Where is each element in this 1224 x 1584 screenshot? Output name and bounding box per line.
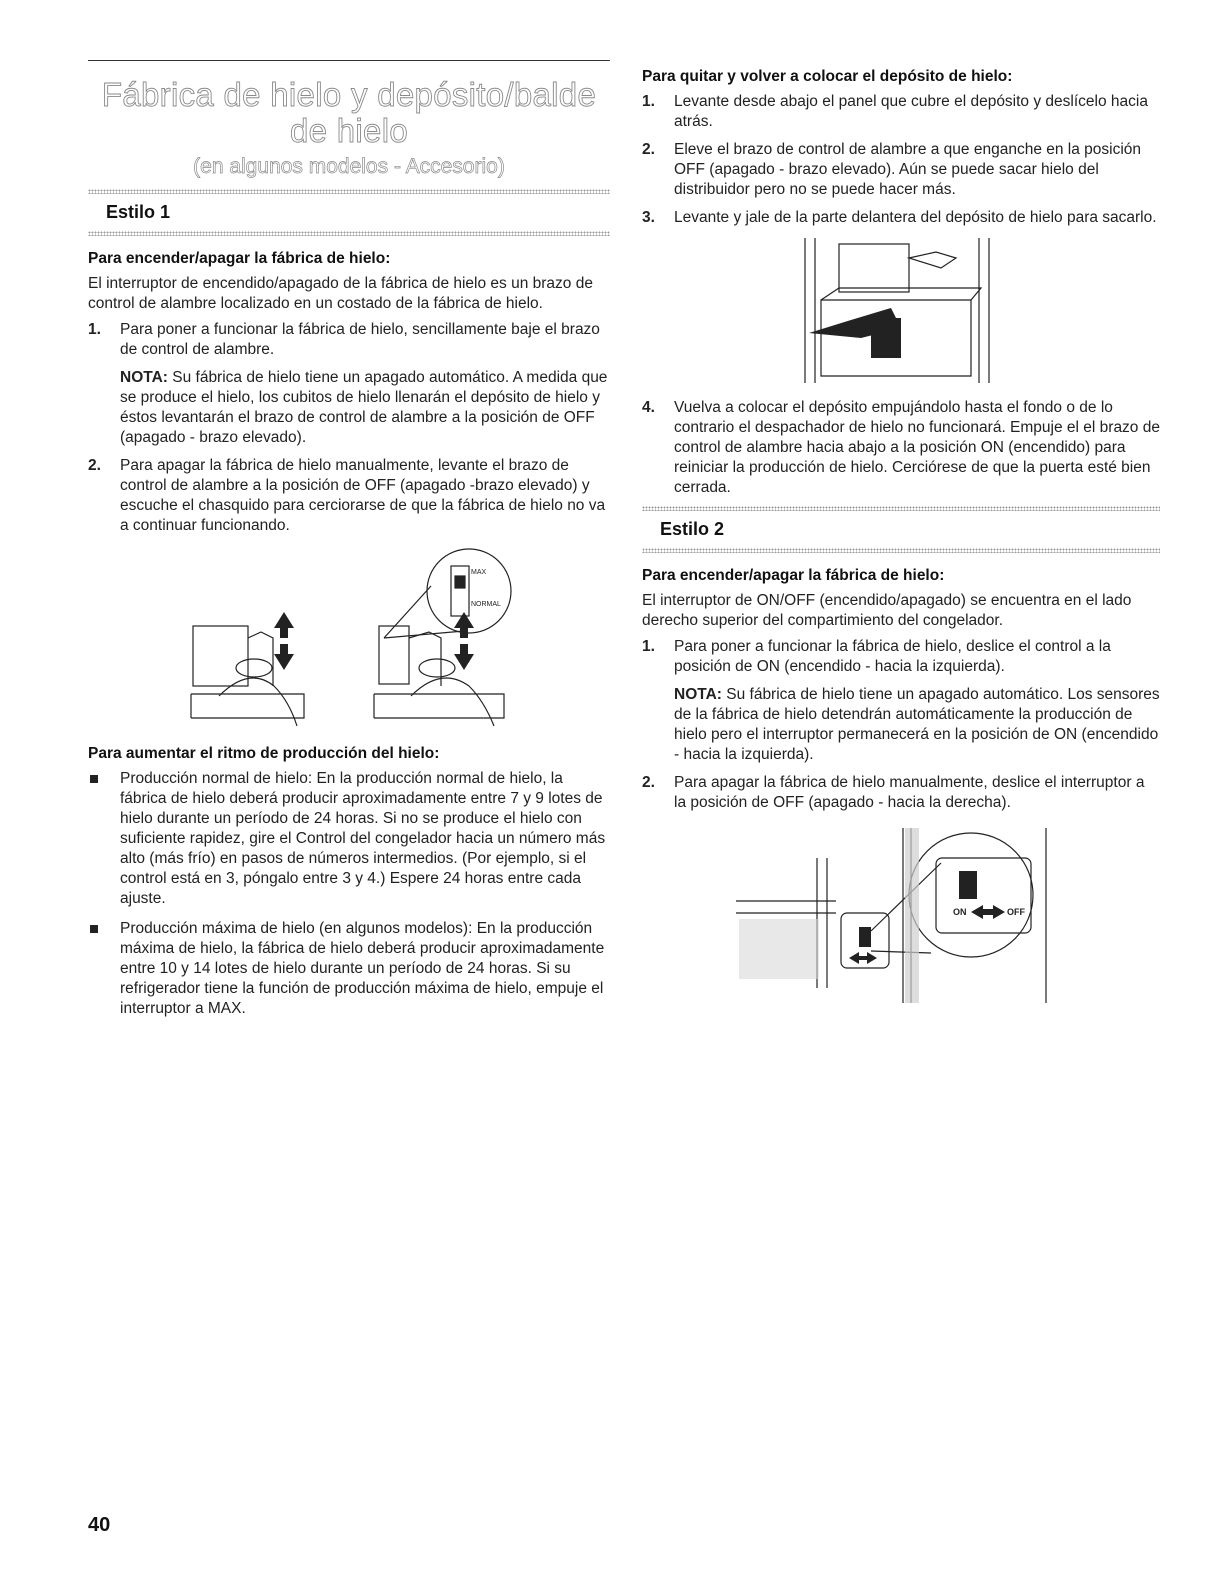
remove-bin-heading: Para quitar y volver a colocar el depósito de hielo: [642, 68, 1013, 85]
on-label: ON [953, 907, 967, 917]
step-number: 1. [88, 321, 101, 338]
style1-intro: El interruptor de encendido/apagado de la fábrica de hielo es un brazo de control de alambre localizado en un costado de la fábrica de hielo. [88, 275, 593, 312]
right-column [642, 60, 1160, 1018]
section-title: Fábrica de hielo y depósito/balde de hielo [101, 76, 597, 149]
dotted-divider [642, 548, 1160, 553]
left-column [88, 60, 610, 1029]
style2-label: Estilo 2 [660, 519, 725, 539]
left-right-arrow-icon [971, 905, 1005, 919]
step-note [120, 368, 610, 448]
rate-heading: Para aumentar el ritmo de producción del hielo: [88, 745, 440, 762]
style1-label: Estilo 1 [106, 202, 171, 222]
step-text: Eleve el brazo de control de alambre a que enganche en la posición OFF (apagado - brazo elevado). Aún se puede sacar hielo del distribuidor pero no se puede hacer más. [674, 141, 1142, 198]
step-item [642, 637, 1160, 765]
style1-onoff-heading: Para encender/apagar la fábrica de hielo: [88, 250, 391, 267]
note-text: Su fábrica de hielo tiene un apagado automático. A medida que se produce el hielo, los cubitos de hielo llenarán el depósito de hielo y éstos levantarán el brazo de control de alambre a la posición de OFF (apagado - brazo elevado). [120, 369, 608, 446]
up-down-arrow-icon [454, 612, 474, 670]
step-text: Levante y jale de la parte delantera del depósito de hielo para sacarlo. [674, 209, 1157, 226]
ice-bin-figure [791, 238, 1011, 388]
step-number: 2. [642, 774, 655, 791]
remove-bin-steps [642, 92, 1160, 228]
step-text: Para apagar la fábrica de hielo manualmente, deslice el interruptor a la posición de OFF (apagado - hacia la derecha). [674, 774, 1145, 811]
step-text: Para apagar la fábrica de hielo manualmente, levante el brazo de control de alambre a la posición de OFF (apagado -brazo elevado) y escuche el chasquido para cerciorarse de que la fábrica de hielo no va a continuar funcionando. [120, 457, 606, 534]
step-text: Levante desde abajo el panel que cubre el depósito y deslícelo hacia atrás. [674, 93, 1148, 130]
up-down-arrow-icon [274, 612, 294, 670]
note-label: NOTA: [120, 369, 168, 386]
step-number: 1. [642, 93, 655, 110]
step-item [642, 773, 1160, 813]
slide-switch-figure [731, 823, 1071, 1008]
rate-bullet: Producción normal de hielo: En la producción normal de hielo, la fábrica de hielo deberá producir aproximadamente entre 7 y 9 lotes de hielo durante un período de 24 horas. Si no se produce el hielo con suficiente rapidez, gire el Control del congelador hacia un número más alto (más frío) en pasos de números intermedios. (Por ejemplo, si el control está en 3, póngalo entre 3 y 4.) Espere 24 horas entre cada ajuste. [88, 769, 610, 909]
step-item [642, 398, 1160, 498]
section-subtitle: (en algunos modelos - Accesorio) [193, 155, 505, 178]
note-text: Su fábrica de hielo tiene un apagado automático. Los sensores de la fábrica de hielo detendrán automáticamente la producción de hielo pero el interruptor permanecerá en la posición de ON (encendido - hacia la izquierda). [674, 686, 1160, 763]
off-label: OFF [1007, 907, 1025, 917]
normal-label: NORMAL [471, 601, 501, 608]
step-number: 1. [642, 638, 655, 655]
style2-intro: El interruptor de ON/OFF (encendido/apagado) se encuentra en el lado derecho superior del compartimiento del congelador. [642, 592, 1132, 629]
step-item [642, 208, 1160, 228]
step-text: Para poner a funcionar la fábrica de hielo, deslice el control a la posición de ON (encendido - hacia la izquierda). [674, 638, 1111, 675]
step-number: 2. [642, 141, 655, 158]
wire-arm-figure [179, 546, 519, 731]
style2-steps [642, 637, 1160, 813]
step-item [88, 456, 610, 536]
rate-bullet: Producción máxima de hielo (en algunos modelos): En la producción máxima de hielo, la fábrica de hielo deberá producir aproximadamente entre 10 y 14 lotes de hielo durante un período de 24 horas. Si su refrigerador tiene la función de producción máxima de hielo, empuje el interruptor a MAX. [88, 919, 610, 1019]
step-item [642, 92, 1160, 132]
dotted-divider [88, 189, 610, 194]
step-number: 4. [642, 399, 655, 416]
step-number: 2. [88, 457, 101, 474]
step-number: 3. [642, 209, 655, 226]
step-item [642, 140, 1160, 200]
left-right-arrow-icon [849, 952, 877, 964]
rate-bullets [88, 769, 610, 1019]
dotted-divider [88, 231, 610, 236]
dotted-divider [642, 506, 1160, 511]
style1-steps [88, 320, 610, 536]
style2-heading: Para encender/apagar la fábrica de hielo: [642, 567, 945, 584]
remove-bin-steps-cont [642, 398, 1160, 498]
step-note [674, 685, 1160, 765]
step-text: Vuelva a colocar el depósito empujándolo hasta el fondo o de lo contrario el despachador de hielo no funcionará. Empuje el el brazo de control de alambre hacia abajo a la posición ON (encendido) para reiniciar la producción de hielo. Cerciórese de que la puerta esté bien cerrada. [674, 399, 1160, 496]
note-label: NOTA: [674, 686, 722, 703]
max-label: MAX [471, 569, 487, 576]
page-number: 40 [88, 1514, 111, 1536]
step-item [88, 320, 610, 448]
step-text: Para poner a funcionar la fábrica de hielo, sencillamente baje el brazo de control de alambre. [120, 321, 600, 358]
top-rule [88, 60, 610, 61]
